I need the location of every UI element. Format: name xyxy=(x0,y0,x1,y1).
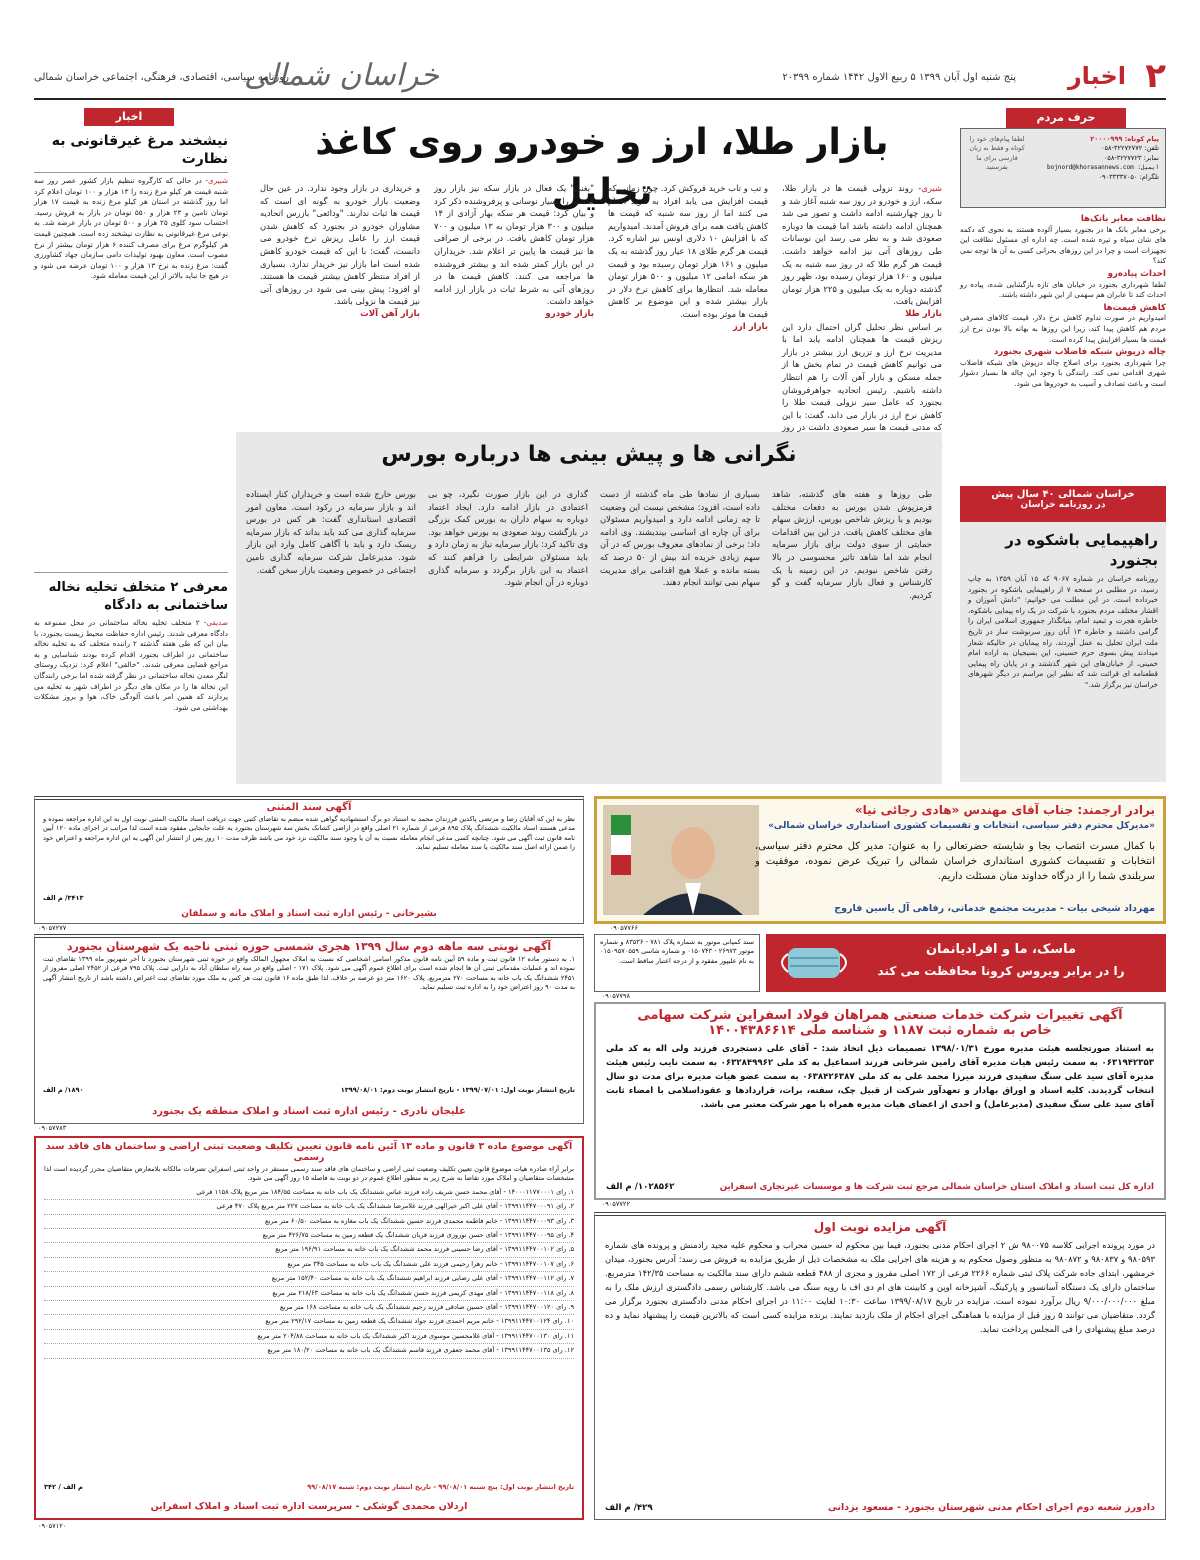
congrats-body: با کمال مسرت انتصاب بجا و شایسته حضرتعالی را به عنوان: مدیر کل محترم دفتر سیاسی، انتخابات و تقسیمات کشوری استانداری خراسان شمالی را تبریک عرض نموده، موفقیت و سربلندی شما را از درگاه خداوند منان مسئلت داریم. xyxy=(755,841,1155,882)
ad-code: ۰۹۰۵۷۷۲۲ xyxy=(601,1200,630,1208)
forty-years-body: روزنامه خراسان در شماره ۹۰۶۷ که ۱۵ آبان ۱۳۵۹ به چاپ رسید، در مطلبی در صفحه ۷ از راهپیمایی باشکوه در بجنورد خبرداده است. در این مطلب می خوانیم: "دانش آموزان و اقشار مختلف مردم بجنورد با شرکت در یک راه پیمایی باشکوه، خاطره هجرت و تبعید امام، بنیانگذار جمهوری اسلامی ایران را گرامی داشتند و خاطره ۱۳ آبان روز سرنوشت ساز در تاریخ ملت ایران تجلیل به عمل آوردند. راه پیمایان در حالیکه شعار میدادند پیش بسوی حرم حسینی، این بسیجیان به اراده امام خمینی، از خیابان‌های این شهر گذشتند و در پایان راه پیمایی قطعنامه ای قرائت شد که نظیر این مراسم در دیگر شهرهای خراسان نیز برگزار شد." xyxy=(968,574,1158,689)
lead-body: و خریداری در بازار وجود ندارد. در عین حال وضعیت بازار خودرو به گونه ای است که قیمت ها ثبات ندارند. "ودائعی" بازرس اتحادیه مشاوران خودرو در بجنورد که کاهش شدن قیمت ارز را عامل ریزش نرخ خودرو می دانست، گفت: با این که قیمت خودرو کاهش شده است اما بازار نیز خریدار ندارد. بسیاری از افراد منتظر کاهش بیشتر قیمت ها هستند. او افزود: پیش بینی می شود در روزهای آتی نیز قیمت ها نزولی باشد. xyxy=(260,183,420,307)
lead-col-2 xyxy=(608,182,768,418)
ad-body: سند کمپانی موتور به شماره پلاک ۷۸۱ - ۸۳۵۳۶ و شماره موتور ۲۶۹۷۳ - ۰۱۵۰۷۴۳ و شماره شاسی ۰۱۵۰۹۵۷۰۵۵۹ به نام علیپور مفقود و از درجه اعتبار ساقط است. xyxy=(600,938,755,965)
story-body: - در حالی که کارگروه تنظیم بازار کشور عصر روز سه شنبه قیمت هر کیلو مرغ زنده را ۱۳ هزار و ۱۰۰ تومان اعلام کرد اما روز گذشته در استان هر کیلو مرغ زنده به قیمت ۱۷ هزار تومان تامین و ۲۳ هزار و ۵۵۰ تومان در بازار به فروش رسید. احتساب سود کلوی ۲۵ هزار و ۵۰۰ تومان در بازار عرضه شد. به نوعی مرغ غیرقانونی به نظارت نیشخند زده است. همچنین قیمت هر کیلوگرم مرغ برای مصرف کننده ۶ هزار تومان بیشتر از نرخ مصوب است. معاون بهبود تولیدات دامی سازمان جهاد کشاورزی گفت: مرغ زنده به نرخ ۱۳ هزار و ۱۰۰ تومان عرضه می شود و در هیچ جا نباید بالاتر از این قیمت معامله شود. xyxy=(34,176,229,281)
company-title: آگهی تغییرات شرکت خدمات صنعتی همراهان فولاد اسفراین شرکت سهامی xyxy=(637,1008,1123,1023)
bourse-col: بورس خارج شده است و خریداران کنار ایستاده اند و بازار سرمایه در رکود است. معاون امور اقتصادی استانداری گفت: هر کس در بورس سرمایه گذاری می کند باید بداند که بازار سرمایه ریسک دارد و باید با آگاهی کامل وارد این بازار شود. مدیرعامل شرکت سرمایه گذاری تامین اجتماعی در خصوص وضعیت بازار سخن گفت. xyxy=(246,489,416,575)
company-body: به استناد صورتجلسه هیئت مدیره مورخ ۱۳۹۸/۰۱/۳۱ تصمیمات ذیل اتخاذ شد: - آقای علی دستجردی فرزند ولی اله به کد ملی ۰۶۳۱۹۴۲۳۵۳ به سمت رئیس هیات مدیره آقای رامین شرخانی فرزند اسماعیل به کد ملی ۰۶۳۲۸۴۹۹۶۲ به سمت نایب رئیس هیئت مدیره آقای سید علی سنگ سفیدی فرزند میرزا محمد علی به کد ملی ۰۶۳۸۴۲۶۳۸۷ به سمت عضو هیات مدیره برای مدت دو سال انتخاب گردیدند. کلیه اسناد و اوراق بهادار و تعهدآور شرکت از قبیل چک، سفته، برات، قراردادها و عقوداسلامی با امضاء ثابت آقای سید علی سنگ سفیدی (مدیرعامل) و احدی از اعضای هیات مدیره همراه با مهر شرکت معتبر می باشد. xyxy=(606,1044,1154,1110)
lead-body: بر اساس نظر تحلیل گران احتمال دارد این ریزش قیمت ها همچنان ادامه یابد اما با مدیریت نرخ ارز و تزریق ارز بیشتر در بازار می توانیم کاهش قیمت در تمام بخش ها از جمله مسکن و بازار آهن آلات را هم انتظار داشته باشیم. رئیس اتحادیه جواهرفروشان بجنورد که عامل سیر نزولی قیمت طلا را کاهش نرخ ارز در بازار می داند، گفت: با این که مدتی قیمت ها سیر صعودی داشت در روز xyxy=(782,321,942,433)
ad-code: ۰۹۰۵۷۷۸۳ xyxy=(38,1124,67,1132)
lead-subhead: بازار خودرو xyxy=(545,308,594,319)
ad-lost-document xyxy=(594,934,760,992)
auction-ref: ۴۲۹/ م الف xyxy=(605,1503,653,1513)
bourse-section xyxy=(236,432,942,784)
contact-line: تلگرام: ۰۹۰۳۳۳۳۷۰۵۰ xyxy=(1098,172,1159,181)
contact-line: ایمیل: bojnord@khorasannews.com xyxy=(1047,164,1159,172)
list-item: ۱. رای ۱۴۰۰۰۱۱۷۷۰۰۰۱ - آقای محمد حسن شریف زاده فرزند عباس ششدانگ یک باب خانه به مساحت ۱۸۴/۵۵ متر مربع پلاک ۱۱۵۸ فرعی xyxy=(44,1186,574,1200)
lead-subhead: بازار آهن آلات xyxy=(360,308,420,319)
reader-item-title: چاله درپوش شبکه فاضلاب شهری بجنورد xyxy=(993,347,1166,358)
forty-years-label-line1: خراسان شمالی ۴۰ سال پیش xyxy=(991,489,1135,500)
contact-line: پیام کوتاه: ۲۰۰۰۰۹۹۹ xyxy=(1090,135,1159,143)
lead-source: شیری xyxy=(921,183,942,193)
ad-title: آگهی سند المثنی xyxy=(266,802,352,813)
lead-col-3 xyxy=(434,182,594,418)
logo: خراسان شمالی xyxy=(244,58,440,93)
ad-lost-title-deed xyxy=(34,796,584,924)
list-item: ۱۲. رای ۱۳۹۹۱۱۴۴۷۰۰۱۳۵ - آقای محمد جعفری فرزند قاسم ششدانگ یک باب خانه به مساحت ۱۸۰/۲۰ متر مربع xyxy=(44,1344,574,1358)
bourse-title: نگرانی ها و پیش بینی ها درباره بورس xyxy=(381,442,797,467)
reader-item-title: نظافت معابر بانک‌ها xyxy=(1080,214,1166,224)
auction-signature: دادورز شعبه دوم اجرای احکام مدنی شهرستان بجنورد - مسعود یزدانی xyxy=(827,1502,1155,1513)
company-ref: ۱۰۲۸۵۶۲/ م الف xyxy=(606,1182,675,1192)
ad-ref: ۱۸۹۰/ م الف xyxy=(43,1085,84,1094)
ad-ref: ۳۴۱۳/ م الف xyxy=(43,893,84,902)
portrait-icon xyxy=(603,805,759,915)
bourse-col: بسیاری از نمادها طی ماه گذشته از دست داده است، افزود: مشخص نیست این وضعیت تا چه زمانی ادامه دارد و امیدواریم مسئولان برای آن چاره ای اساسی بیندیشند. وی ادامه داد: برخی از نمادهای معروف بورس که در آن سهم زیادی خریده اند بیش از ۵۰ درصد که بسته مانده و عملا هیچ اقدامی برای مدیریت سهام نمی توانند انجام دهند. xyxy=(600,489,760,588)
mask-line2: را در برابر ویروس کرونا محافظت می کند xyxy=(877,964,1125,978)
list-item: ۱۱. رای ۱۳۹۹۱۱۴۴۷۰۰۱۳۰ - آقای غلامحسین موسوی فرزند اکبر ششدانگ یک باب خانه به مساحت ۲۰۴/۸۸ متر مربع xyxy=(44,1330,574,1344)
ad-congratulations xyxy=(594,796,1166,924)
story-body: - ۲ متخلف تخلیه نخاله ساختمانی در محل ممنوعه به دادگاه معرفی شدند. رئیس اداره حفاظت محیط زیست بجنورد، با بیان این که طی هفته گذشته ۲ راننده متخلف که به تخلیه نخاله ساختمانی در اطراف بجنورد اقدام کرده بودند شناسایی و به مراجع قضایی معرفی شدند. "خالقی" اعلام کرد: نزدیک روستای لنگر معدن نخاله ساختمانی در نظر گرفته شده اما برخی رانندگان این نخاله ها را در مکان های دیگر در اطراف شهر به تخلیه می پردازند که همین امر باعث آلودگی خاک، هوا و بروز مشکلات بهداشتی می شود. xyxy=(34,618,228,712)
ad-body: ۱. به دستور ماده ۱۲ قانون ثبت و ماده ۵۹ آیین نامه قانون مذکور اسامی اشخاصی که نسبت به املاک مجهول المالک واقع در حوزه ثبتی شهرستان بجنورد تا آخر شهریور ماه ۱۳۹۹ تقاضای ثبت نموده اند و عملیات مقدماتی ثبتی آن ها انجام شده است برای اطلاع عموم آگهی می شود. پلاک ۱۷۱ - اصلی واقع در سه راه سلطان آباد به دارایی ثبت. پلاک ۷۹۵ فرعی از ۲۴۵۲ اصلی مفروز از ۲۴۵۱ ششدانگ یک باب خانه به مساحت ۲۷۰ مترمربع. پلاک ۱۶۲۰ متر دو عرصه بر خلاف. لذا طبق ماده ۱۶ قانون ثبت هر کس به ملک مورد تقاضای ثبت اعتراض داشته باشد از تاریخ انتشار آگهی به مدت ۹۰ روز اعتراض خود را به اداره ثبت تسلیم نماید. xyxy=(43,955,575,992)
list-item: ۷. رای ۱۳۹۹۱۱۴۴۷۰۰۱۱۲ - آقای علی رضایی فرزند ابراهیم ششدانگ یک باب خانه به مساحت ۱۵۲/۴۰ متر مربع xyxy=(44,1272,574,1286)
congrats-signature: مهرداد شیخی بیات - مدیریت مجتمع خدماتی، رفاهی آل یاسین فاروج xyxy=(834,903,1155,914)
ad-company-changes xyxy=(594,1002,1166,1200)
contact-line: نمابر: ۳۲۲۷۷۲۳-۰۵۸ xyxy=(1103,153,1159,162)
lead-body: "بغنی" یک فعال در بازار سکه نیز بازار روز گذشته را بسیار نوسانی و پرفروشنده ذکر کرد و بیان کرد: قیمت هر سکه بهار آزادی از ۱۴ میلیون و ۳۰۰ هزار تومان به ۱۳ میلیون و ۷۰۰ هزار تومان کاهش یافت. در برخی از صرافی ها نیز قیمت ها پایین تر اعلام شد. خریداران در این بازار کمتر شده اند و بیشتر فروشنده ها مراجعه می کنند. کاهش قیمت ها در روزهای آتی به شرط ثبات در بازار ارز ادامه خواهد داشت. xyxy=(434,183,594,307)
list-item: ۵. رای ۱۳۹۹۱۱۴۴۷۰۰۱۰۲ - آقای رضا حسینی فرزند محمد ششدانگ یک باب خانه به مساحت ۱۹۶/۹۱ متر مربع xyxy=(44,1243,574,1257)
lead-col-1 xyxy=(782,182,942,433)
ad-code: ۰۹۰۵۷۱۲۰ xyxy=(38,1522,67,1530)
ad-mask-awareness xyxy=(766,934,1166,992)
ad-signature: علیجان نادری - رئیس اداره ثبت اسناد و املاک منطقه یک بجنورد xyxy=(152,1106,466,1117)
company-subtitle: خاص به شماره ثبت ۱۱۸۷ و شناسه ملی ۱۴۰۰۴۳۸۶۶۱۴ xyxy=(708,1023,1052,1038)
ad-body: نظر به این که آقایان رضا و مرتضی پاکدین فرزندان محمد به استناد دو برگ استشهادیه گواهی شده منضم به تقاضای کتبی جهت دریافت اسناد مالکیت المثنی نوبت اول به این اداره مراجعه نموده و مدعی هستند اسناد مالکیت ششدانگ پلاک ۸۹۵ فرعی از شماره ۲۱ اصلی واقع در اراضی کشانک بخش سه شهرستان بجنورد به علت جابجایی مفقود شده است لذا مراتب در اجرای ماده ۱۲۰ آیین نامه قانون ثبت آگهی می شود. چنانچه کسی مدعی انجام معامله نسبت به آن یا وجود سند مالکیت نزد خود می باشد ظرف مدت ۱۰ روز پس از انتشار این آگهی به این اداره مراجعه و اعتراض خود را ضمن ارائه اصل سند مالکیت یا سند معامله تسلیم نماید. xyxy=(43,815,575,852)
ad-rows xyxy=(36,1186,582,1359)
story-title: نیشخند مرغ غیرقانونی به نظارت xyxy=(34,132,228,173)
lead-intro: - روند نزولی قیمت ها در بازار طلا، سکه، ارز و خودرو در روز سه شنبه آغاز شد و تا روز چهارشنبه ادامه داشت و تصور می شد همچنان ادامه داشته باشد اما قیمت ها دوباره صعودی شد و به نظر می رسد این نوسانات طی روزهای آتی نیز ادامه خواهد داشت. قیمت هر گرم طلا که در روز سه شنبه به یک میلیون و ۱۶۰ هزار تومان رسیده بود، ظهر روز گذشته دوباره به یک میلیون و ۲۲۵ هزار تومان افزایش یافت. xyxy=(782,183,942,307)
congrats-title: برادر ارجمند: جناب آقای مهندس «هادی رجائی نیا» xyxy=(854,803,1155,817)
mask-icon xyxy=(776,940,852,986)
reader-item-body: چرا شهرداری بجنورد برای اصلاح چاله درپوش های شبکه فاضلاب شهری اقدامی نمی کند. رانندگی با وجود این چاله ها بسیار دشوار است و باعث تصادف و آسیب به خودروها می شود. xyxy=(960,357,1166,388)
contact-note: لطفا پیام‌های خود را کوتاه و فقط به زبان فارسی برای ما بفرستید xyxy=(969,135,1025,172)
ad-signature: اردلان محمدی گوشکی - سرپرست اداره ثبت اسناد و املاک اسفراین xyxy=(150,1501,468,1512)
ad-title: آگهی نوبتی سه ماهه دوم سال ۱۳۹۹ هجری شمسی حوزه ثبتی ناحیه یک شهرستان بجنورد xyxy=(66,940,552,953)
ad-code: ۰۹۰۵۷۷۶۶ xyxy=(609,924,638,932)
lead-col-4 xyxy=(260,182,420,418)
section-title: اخبار xyxy=(1067,62,1126,90)
reader-item-title: احداث پیاده‌رو xyxy=(1107,268,1166,279)
story-title: معرفی ۲ متخلف تخلیه نخاله ساختمانی به دادگاه xyxy=(34,572,228,615)
masthead xyxy=(34,58,1166,100)
bourse-col: طی روزها و هفته های گذشته، شاهد فرمزپوش شدن بورس به دفعات مختلف بودیم و با ریزش شاخص بورس، ارزش سهام های مختلف کاهش یافت. در این بین اقدامات حمایتی از سوی دولت برای بازار سرمایه انجام شد اما شاهد تاثیر محسوسی در بالا رفتن شاخص نبودیم. در این زمینه با یک کارشناس و فعال بازار سرمایه گفت و گو کردیم. xyxy=(772,489,932,600)
list-item: ۱۰. رای ۱۳۹۹۱۱۴۴۷۰۰۱۲۴ - خانم مریم احمدی فرزند جواد ششدانگ یک قطعه زمین به مساحت ۲۹۲/۱۷ متر مربع xyxy=(44,1315,574,1329)
reader-item-title: کاهش قیمت‌ها xyxy=(1103,302,1166,313)
lead-subhead: بازار ارز xyxy=(732,321,768,332)
forty-years-title: راهپیمایی باشکوه در بجنورد xyxy=(1005,531,1158,569)
lead-body: و تب و تاب خرید فروکش کرد. چون زمانی که قیمت افزایش می یابد افراد به خرید اقدام می کنند اما از روز سه شنبه که قیمت ها کاهش یافت همه برای فروش آمدند. امیدواریم که با افزایش ۱۰ دلاری اونس نیز اشاره کرد. قیمت هر گرم طلای ۱۸ عیار روز گذشته به یک میلیون و ۱۶۱ هزار تومان رسیده بود و قیمت هر سکه امامی ۱۲ میلیون و ۵۰۰ هزار تومان معامله شد. انتظارها برای کاهش نرخ دلار در بازار بیشتر شده و این موضوع بر کاهش قیمت ها موثر بوده است. xyxy=(608,183,769,319)
ad-title: آگهی موضوع ماده ۳ قانون و ماده ۱۳ آئین نامه قانون تعیین تکلیف وضعیت ثبتی اراضی و ساختمان های فاقد سند رسمی xyxy=(45,1141,573,1163)
ad-dates: تاریخ انتشار نوبت اول: ۱۳۹۹/۰۷/۰۱ - تاریخ انتشار نوبت دوم: ۱۳۹۹/۰۸/۰۱ xyxy=(340,1085,575,1094)
tagline: روزنامه سیاسی، اقتصادی، فرهنگی، اجتماعی خراسان شمالی xyxy=(34,72,289,83)
photo xyxy=(603,805,759,915)
reader-item-body: برخی معابر بانک ها در بجنورد بسیار آلوده هستند به نحوی که دکمه های شان سیاه و تیره شده است. چه اداره ای مسئول نظافت این تجهیزات است و چرا در این روزهای بحرانی کسی به آن ها توجه نمی کند؟ xyxy=(960,224,1166,266)
issue-info: پنج شنبه اول آبان ۱۳۹۹ ۵ ربیع الاول ۱۴۴۲ شماره ۲۰۳۹۹ xyxy=(782,72,1016,83)
ad-registry-notice xyxy=(34,934,584,1124)
list-item: ۳. رای ۱۳۹۹۱۱۴۴۷۰۰۰۹۳ - خانم فاطمه محمدی فرزند حسین ششدانگ یک باب مغازه به مساحت ۶۰/۵۰ متر مربع xyxy=(44,1215,574,1229)
story-source: صدیقی xyxy=(206,618,228,627)
list-item: ۹. رای ۱۳۹۹۱۱۴۴۷۰۰۱۲۰ - آقای حسین صادقی فرزند رحیم ششدانگ یک باب خانه به مساحت ۱۶۸ متر مربع xyxy=(44,1301,574,1315)
page-number: ۲ xyxy=(1145,56,1166,96)
forty-years-label-line2: در روزنامه خراسان xyxy=(1020,500,1106,510)
news-badge: اخبار xyxy=(84,108,174,126)
lead-subhead: بازار طلا xyxy=(905,308,942,319)
harf-mardom-label: حرف مردم xyxy=(1006,108,1126,128)
auction-body: در مورد پرونده اجرایی کلاسه ۹۸۰۰۷۵ ش ۲ اجرای احکام مدنی بجنورد، فیما بین محکوم له حسین محراب و محکوم علیه مجید رادمنش و پرونده های شماره ۹۸۰۵۹۳ و ۹۸۰۸۳۷ و ۹۸۰۸۷۲ به منظور وصول محکوم به و هزینه های اجرایی ملک به مشخصات ذیل از طریق مزایده به فروش می رسد: آدرس بجنورد، میدان خرمشهر، ابتدای جاده شرکت پلاک ثبتی شماره ۲۲۶۶ فرعی از ۱۷۲ اصلی مفروز و مجزی از ۴۸۸ قطعه ششم دارای سند مالکیت به مساحت ۱۴۲/۳۵ مترمربع. ساختمان دارای یک دستگاه آسانسور و پارکینگ، آشپزخانه اوپن و کابینت های ام دی اف با رویه سنگ می باشد. کارشناس رسمی دادگستری ارزش ملک را به مبلغ ۹/۰۰۰/۰۰۰/۰۰۰ ریال برآورد نموده است. مزایده در تاریخ ۱۳۹۹/۰۸/۱۷ ساعت ۱۰:۳۰ لغایت ۱۱:۰۰ در اجرای احکام مدنی دادگستری بجنورد برگزار می گردد. متقاضیان می توانند ۵ روز قبل از مزایده با هماهنگی اجرای احکام از ملک بازدید نمایند. برنده مزایده کسی است که بالاترین قیمت را پیشنهاد نماید و ده درصد مبلغ پیشنهادی را فی المجلس پرداخت نماید. xyxy=(605,1240,1155,1334)
contact-line: تلفن: ۳۲۲۷۲۷۷۲-۰۵۸ xyxy=(1100,144,1159,153)
list-item: ۶. رای ۱۳۹۹۱۱۴۴۷۰۰۱۰۷ - خانم زهرا رحیمی فرزند علی ششدانگ یک باب خانه به مساحت ۳۴۵ متر مربع xyxy=(44,1258,574,1272)
lead-title: بازار طلا، ارز و خودرو روی کاغذ تحلیل xyxy=(315,122,889,213)
reader-item-body: لطفا شهرداری بجنورد در خیابان های تازه بازگشایی شده، پیاده رو احداث کند تا عابران هم سهمی از این شهر داشته باشند. xyxy=(960,279,1166,300)
auction-title: آگهی مزایده نوبت اول xyxy=(813,1220,947,1234)
ad-code: ۰۹۰۵۷۷۹۸ xyxy=(601,992,630,1000)
mask-line1: ماسک، ما و افرادیانمان xyxy=(925,942,1077,957)
forty-years-panel xyxy=(960,486,1166,782)
left-news-panel xyxy=(34,108,228,784)
reader-item-body: امیدواریم در صورت تداوم کاهش نرخ دلار، قیمت کالاهای مصرفی مردم هم کاهش پیدا کند، زیرا این روزها به بهانه بالا بودن نرخ ارز قیمت ها بسیار افزایش پیدا کرده است. xyxy=(960,313,1166,344)
ad-auction xyxy=(594,1212,1166,1520)
forty-years-label xyxy=(960,486,1166,522)
contact-box xyxy=(960,128,1166,208)
bourse-col: گذاری در این بازار صورت نگیرد، چو بی اعتمادی در بازار ادامه دارد. ایجاد اعتماد دوباره به سهام داران به بورس کمک بزرگی در بازگشت روند صعودی به بورس خواهد بود. وی تاکید کرد: بازار سرمایه نیاز به زمان دارد و باید مسئولان شرایطی را فراهم کنند که اعتماد به این بازار برگردد و سرمایه گذاری دوباره در آن انجام شود. xyxy=(428,489,588,588)
ad-ref: م الف / ۳۴۲ xyxy=(44,1482,83,1491)
story-source: شبیری xyxy=(208,176,228,185)
ad-body: برابر آراء صادره هیات موضوع قانون تعیین تکلیف وضعیت ثبتی اراضی و ساختمان های فاقد سند رسمی مستقر در واحد ثبتی اسفراین تصرفات مالکانه بلامعارض متقاضیان محرز گردیده است لذا مشخصات متقاضیان و املاک مورد تقاضا به شرح زیر به منظور اطلاع عموم در دو نوبت به فاصله ۱۵ روز آگهی می شود. xyxy=(44,1165,574,1183)
list-item: ۲. رای ۱۳۹۹۱۱۴۴۷۰۰۰۹۱ - آقای علی اکبر خیرالهی فرزند غلامرضا ششدانگ یک باب خانه به مساحت ۲۲۷ متر مربع پلاک ۴۷۰ فرعی xyxy=(44,1200,574,1214)
list-item: ۸. رای ۱۳۹۹۱۱۴۴۷۰۰۱۱۸ - آقای مهدی کریمی فرزند حسن ششدانگ یک باب خانه به مساحت ۲۱۸/۶۳ متر مربع xyxy=(44,1287,574,1301)
congrats-subtitle: «مدیرکل محترم دفتر سیاسی، انتخابات و تقسیمات کشوری استانداری خراسان شمالی» xyxy=(768,821,1155,831)
ad-land-registry xyxy=(34,1136,584,1520)
list-item: ۴. رای ۱۳۹۹۱۱۴۴۷۰۰۰۹۵ - آقای حسن نوروزی فرزند قربان ششدانگ یک قطعه زمین به مساحت ۴۲۶/۷۵ متر مربع xyxy=(44,1229,574,1243)
ad-signature: بشیرخانی - رئیس اداره ثبت اسناد و املاک مانه و سملقان xyxy=(181,909,437,919)
company-signature: اداره کل ثبت اسناد و املاک استان خراسان شمالی مرجع ثبت شرکت ها و موسسات غیرتجاری اسفراین xyxy=(719,1182,1154,1192)
ad-dates: تاریخ انتشار نوبت اول: پنج شنبه ۹۹/۰۸/۰۱ - تاریخ انتشار نوبت دوم: شنبه ۹۹/۰۸/۱۷ xyxy=(307,1482,574,1491)
harf-mardom-panel xyxy=(960,108,1166,478)
ad-code: ۰۹۰۵۷۲۷۷ xyxy=(38,924,67,932)
